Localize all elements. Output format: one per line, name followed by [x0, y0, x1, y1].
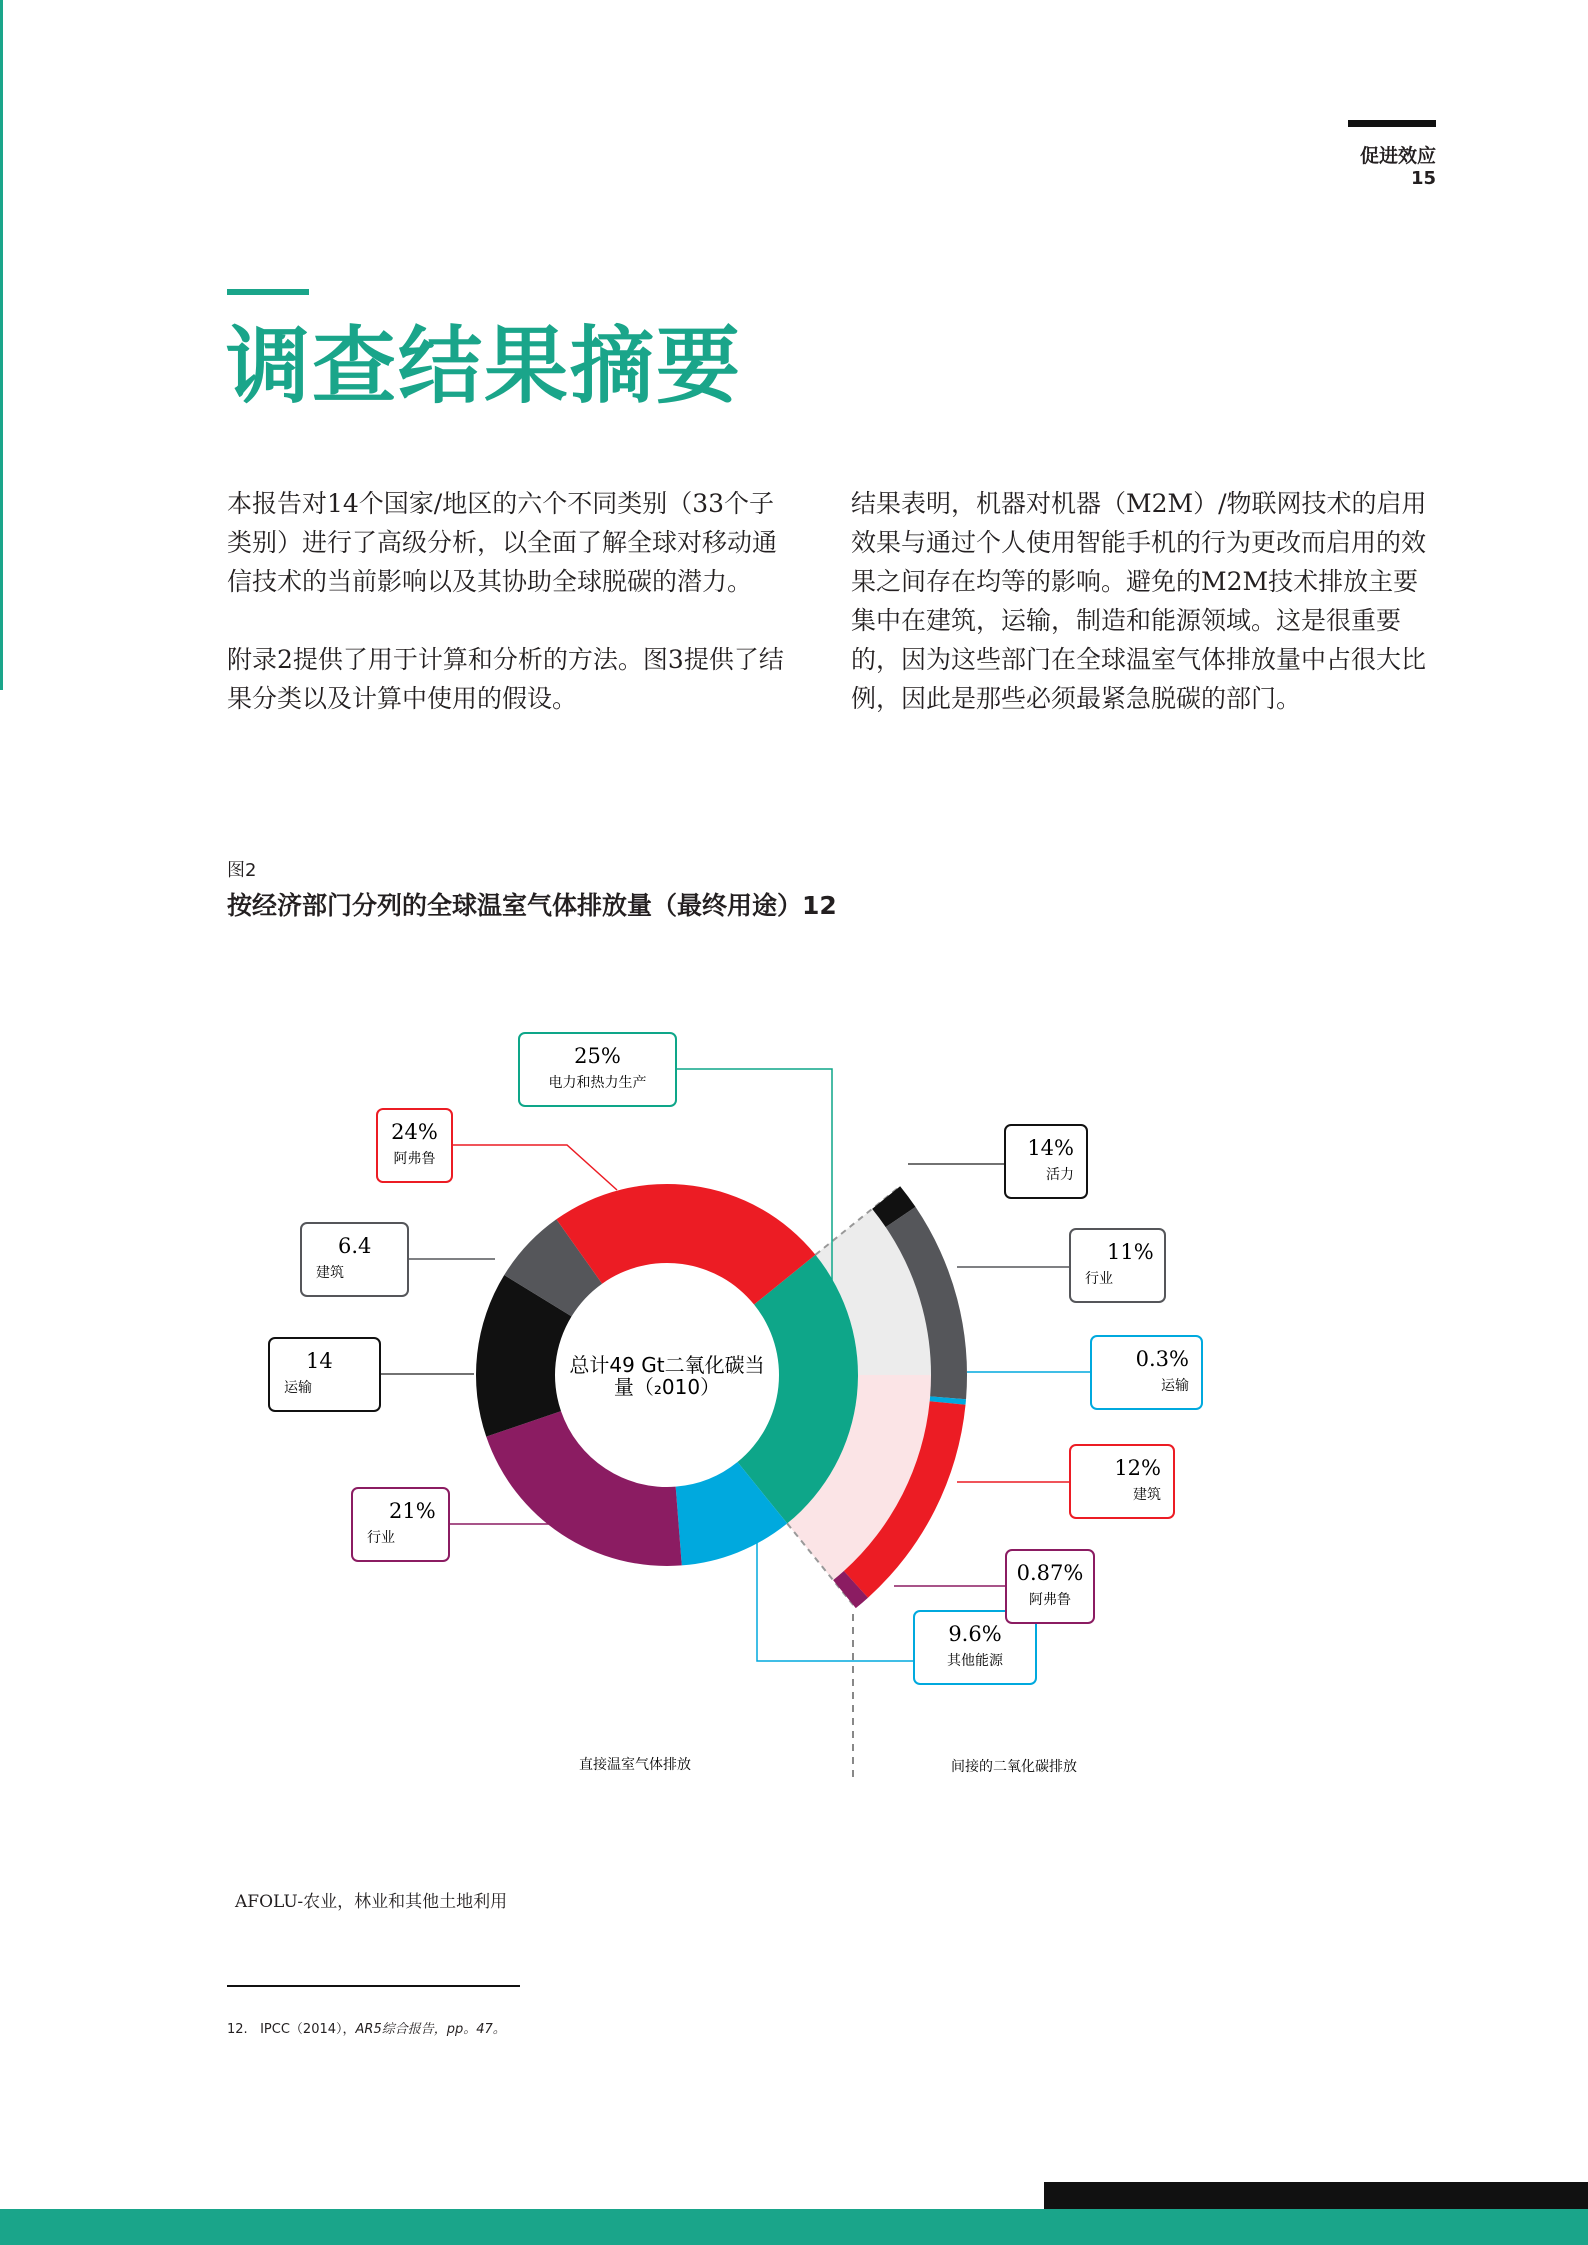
- slice-value: 0.87%: [1016, 1561, 1084, 1585]
- direct-label: [269, 1338, 380, 1411]
- page-title: 调查结果摘要: [226, 317, 743, 415]
- left-accent-bar: [0, 0, 3, 690]
- footer-black-bar: [1044, 2182, 1588, 2209]
- indirect-label: [1091, 1336, 1202, 1409]
- slice-label: 建筑: [1133, 1487, 1161, 1503]
- slice-label: 活力: [1046, 1167, 1074, 1183]
- center-label-line1: 总计49 Gt二氧化碳当: [569, 1353, 765, 1377]
- slice-value: 14: [306, 1349, 333, 1373]
- slice-label: 其他能源: [947, 1653, 1003, 1669]
- slice-label: 阿弗鲁: [393, 1151, 436, 1167]
- footer-band: [0, 2209, 1588, 2245]
- slice-label: 行业: [367, 1530, 395, 1546]
- section-name: 促进效应: [1359, 145, 1436, 167]
- slice-value: 12%: [1114, 1456, 1161, 1480]
- body-paragraph: 结果表明，机器对机器（M2M）/物联网技术的启用效果与通过个人使用智能手机的行为更改而启用的效果之间存在均等的影响。避免的M2M技术排放主要集中在建筑，运输，制造和能源领域。这是很重要的，因为这些部门在全球温室气体排放量中占很大比例，因此是那些必须最紧急脱碳的部门。: [851, 489, 1427, 713]
- slice-value: 11%: [1107, 1240, 1154, 1264]
- body-paragraph: 本报告对14个国家/地区的六个不同类别（33个子类别）进行了高级分析，以全面了解全球对移动通信技术的当前影响以及其协助全球脱碳的潜力。: [227, 489, 778, 596]
- slice-label: 建筑: [316, 1265, 344, 1281]
- donut-slice: [486, 1411, 682, 1566]
- title-rule: [227, 289, 309, 295]
- slice-label: 运输: [1161, 1378, 1189, 1394]
- direct-label: [377, 1109, 452, 1182]
- slice-label: 运输: [284, 1380, 312, 1396]
- slice-label: 电力和热力生产: [548, 1075, 647, 1091]
- body-paragraph: 附录2提供了用于计算和分析的方法。图3提供了结果分类以及计算中使用的假设。: [227, 645, 784, 713]
- footnote-rule: [227, 1985, 520, 1987]
- direct-label: [301, 1223, 408, 1296]
- body-column-right: [851, 484, 1441, 718]
- slice-value: 25%: [574, 1044, 621, 1068]
- slice-value: 24%: [391, 1120, 438, 1144]
- footnote-text: IPCC（2014），: [260, 2022, 356, 2037]
- slice-value: 6.4: [338, 1234, 372, 1258]
- indirect-caption: 间接的二氧化碳排放: [951, 1759, 1077, 1775]
- indirect-label: [1005, 1125, 1087, 1198]
- indirect-label: [1006, 1550, 1094, 1623]
- direct-caption: 直接温室气体排放: [579, 1757, 691, 1773]
- slice-value: 21%: [389, 1499, 436, 1523]
- figure-title: 按经济部门分列的全球温室气体排放量（最终用途）12: [227, 891, 837, 920]
- slice-value: 14%: [1027, 1136, 1074, 1160]
- footnote-italic: AR5综合报告，pp。47。: [355, 2022, 506, 2037]
- slice-value: 9.6%: [948, 1622, 1002, 1646]
- footnote-number: 12.: [227, 2022, 248, 2037]
- emissions-donut-chart: [0, 1000, 1588, 1800]
- header-rule: [1348, 120, 1436, 127]
- figure-label: 图2: [227, 860, 257, 881]
- afolu-note: AFOLU-农业，林业和其他土地利用: [235, 1892, 508, 1912]
- direct-label: [519, 1033, 676, 1106]
- center-label-line2: 量（₂010）: [613, 1375, 721, 1399]
- slice-label: 行业: [1085, 1271, 1113, 1287]
- direct-label: [352, 1488, 449, 1561]
- page-number: 15: [1410, 168, 1436, 189]
- leader-line: [452, 1145, 617, 1190]
- footnote: [227, 2018, 506, 2037]
- slice-label: 阿弗鲁: [1029, 1592, 1071, 1608]
- indirect-label: [1070, 1229, 1165, 1302]
- indirect-label: [1070, 1445, 1174, 1518]
- slice-value: 0.3%: [1135, 1347, 1189, 1371]
- body-column-left: [227, 484, 795, 718]
